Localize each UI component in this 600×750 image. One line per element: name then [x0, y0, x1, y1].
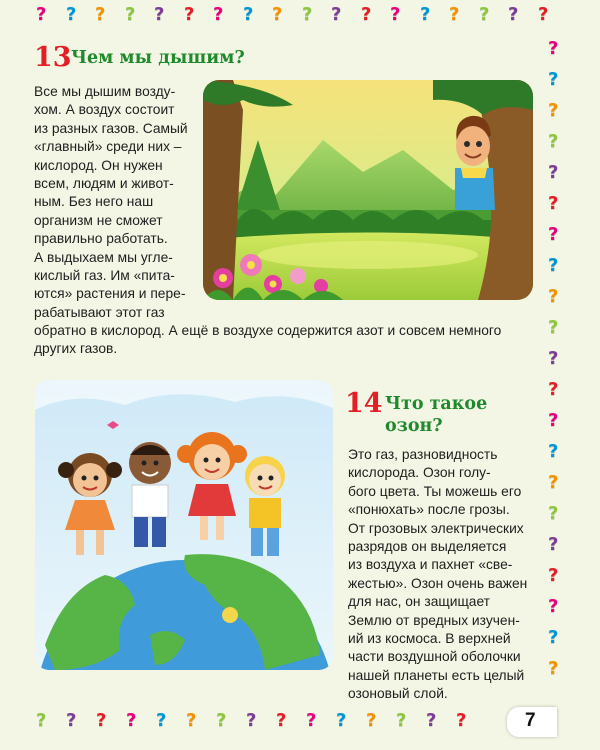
section-14-text — [348, 446, 527, 704]
question-mark-icon: ? — [156, 710, 167, 731]
text-line: «понюхать» после грозы. — [348, 502, 510, 518]
text-line: обратно в кислород. А ещё в воздухе содержится азот и совсем немного — [34, 323, 502, 338]
question-mark-icon: ? — [216, 710, 227, 731]
question-mark-icon: ? — [36, 710, 47, 731]
question-mark-icon: ? — [66, 710, 77, 731]
text-line: разрядов он выделяется — [348, 539, 507, 555]
question-mark-icon: ? — [95, 4, 106, 25]
question-mark-icon: ? — [548, 193, 559, 214]
question-mark-icon: ? — [548, 286, 559, 307]
question-mark-icon: ? — [548, 379, 559, 400]
text-line: «главный» среди них – — [34, 139, 182, 155]
question-mark-icon: ? — [125, 4, 136, 25]
text-line: От грозовых электрических — [348, 520, 524, 536]
question-mark-icon: ? — [276, 710, 287, 731]
question-mark-icon: ? — [548, 38, 559, 59]
text-line: всем, людям и живот- — [34, 176, 174, 192]
text-line: кислорода. Озон голу- — [348, 465, 491, 481]
question-mark-icon: ? — [548, 348, 559, 369]
question-mark-icon: ? — [243, 4, 254, 25]
question-mark-icon: ? — [449, 4, 460, 25]
text-line: жестью». Озон очень важен — [348, 575, 528, 591]
section-13-text — [34, 83, 188, 322]
text-line: ий из космоса. В верхней — [348, 631, 511, 647]
question-mark-icon: ? — [548, 410, 559, 431]
question-mark-icon: ? — [361, 4, 372, 25]
text-line: из разных газов. Самый — [34, 120, 188, 136]
question-mark-icon: ? — [426, 710, 437, 731]
text-line: для нас, он защищает — [348, 594, 491, 610]
question-mark-icon: ? — [36, 4, 47, 25]
question-mark-icon: ? — [302, 4, 313, 25]
section-14-number: 14 — [345, 388, 383, 419]
question-mark-icon: ? — [184, 4, 195, 25]
question-mark-icon: ? — [538, 4, 549, 25]
question-mark-icon: ? — [66, 4, 77, 25]
question-mark-icon: ? — [548, 658, 559, 679]
text-line: озоновый слой. — [348, 686, 448, 702]
question-mark-icon: ? — [548, 565, 559, 586]
question-mark-icon: ? — [306, 710, 317, 731]
question-mark-icon: ? — [154, 4, 165, 25]
forest-boy-illustration — [203, 80, 533, 300]
question-mark-icon: ? — [548, 317, 559, 338]
question-mark-icon: ? — [420, 4, 431, 25]
question-mark-icon: ? — [548, 596, 559, 617]
text-line: рабатывают этот газ — [34, 304, 165, 320]
text-line: Все мы дышим возду- — [34, 84, 176, 99]
question-mark-icon: ? — [246, 710, 257, 731]
question-mark-icon: ? — [366, 710, 377, 731]
section-13-title: Чем мы дышим? — [71, 48, 245, 68]
question-mark-icon: ? — [396, 710, 407, 731]
text-line: других газов. — [34, 341, 118, 357]
question-mark-icon: ? — [186, 710, 197, 731]
question-mark-icon: ? — [548, 224, 559, 245]
text-line: бого цвета. Ты можешь его — [348, 483, 522, 499]
text-line: нашей планеты есть целый — [348, 667, 525, 683]
text-line: кислород. Он нужен — [34, 157, 163, 173]
question-mark-icon: ? — [548, 100, 559, 121]
children-on-globe-illustration — [35, 380, 333, 670]
text-line: Землю от вредных изучен- — [348, 612, 520, 628]
text-line: организм не сможет — [34, 212, 163, 228]
section-13-number: 13 — [34, 42, 72, 73]
text-line: из воздуха и пахнет «све- — [348, 557, 513, 573]
text-line: части воздушной оболочки — [348, 649, 521, 665]
question-mark-icon: ? — [548, 255, 559, 276]
text-line: хом. А воздух состоит — [34, 102, 175, 118]
text-line: ным. Без него наш — [34, 194, 154, 210]
question-mark-icon: ? — [479, 4, 490, 25]
question-mark-icon: ? — [548, 534, 559, 555]
question-mark-icon: ? — [331, 4, 342, 25]
text-line: Это газ, разновидность — [348, 447, 498, 462]
question-mark-icon: ? — [272, 4, 283, 25]
section-13-text-continued — [34, 322, 501, 359]
question-mark-icon: ? — [390, 4, 401, 25]
question-mark-icon: ? — [456, 710, 467, 731]
question-mark-icon: ? — [96, 710, 107, 731]
text-line: правильно работать. — [34, 231, 168, 247]
question-mark-icon: ? — [508, 4, 519, 25]
title-line: озон? — [385, 416, 443, 436]
question-mark-icon: ? — [548, 162, 559, 183]
page-number: 7 — [525, 710, 536, 731]
question-mark-icon: ? — [548, 627, 559, 648]
question-mark-icon: ? — [548, 472, 559, 493]
question-mark-icon: ? — [126, 710, 137, 731]
question-mark-icon: ? — [336, 710, 347, 731]
question-mark-icon: ? — [548, 131, 559, 152]
text-line: кислый газ. Им «пита- — [34, 268, 175, 284]
text-line: А выдыхаем мы угле- — [34, 249, 173, 265]
section-14-title — [385, 393, 487, 437]
question-mark-icon: ? — [548, 503, 559, 524]
question-mark-icon: ? — [548, 69, 559, 90]
question-mark-icon: ? — [213, 4, 224, 25]
question-mark-icon: ? — [548, 441, 559, 462]
title-line: Что такое — [385, 394, 488, 414]
text-line: ются» растения и пере- — [34, 286, 186, 302]
